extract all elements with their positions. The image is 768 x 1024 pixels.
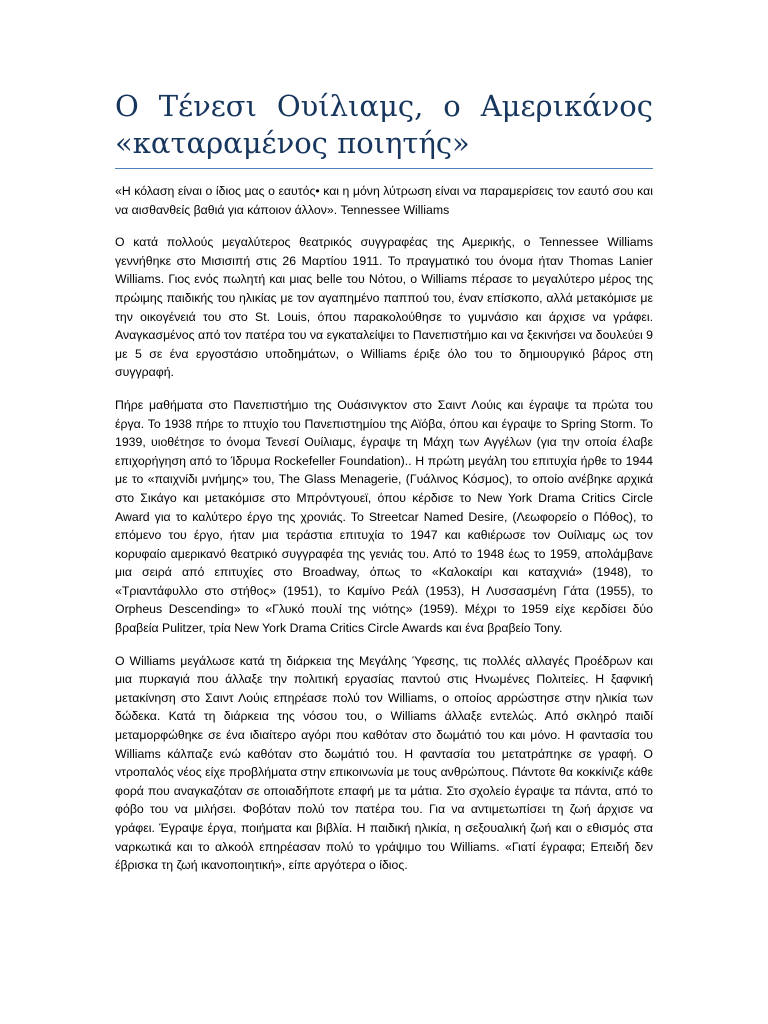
- document-body: [115, 182, 653, 889]
- title-underline-rule: [115, 168, 653, 169]
- epigraph-quote: «Η κόλαση είναι ο ίδιος μας ο εαυτός• και η μόνη λύτρωση είναι να παραμερίσεις τον εαυτό σου και να αισθανθείς βαθιά για κάποιον άλλον». Tennessee Williams: [115, 184, 653, 217]
- paragraph-career: Πήρε μαθήματα στο Πανεπιστήμιο της Ουάσινγκτον στο Σαιντ Λούις και έγραψε τα πρώτα του έργα. Το 1938 πήρε το πτυχίο του Πανεπιστημίου της Αϊόβα, όπου και έγραψε το Spring Storm. Το 1939, υιοθέτησε το όνομα Τενεσί Ουίλιαμς, έγραψε τη Μάχη των Αγγέλων (για την οποία έλαβε επιχορήγηση από το Ίδρυμα Rockefeller Foundation).. Η πρώτη μεγάλη του επιτυχία ήρθε το 1944 με το «παιχνίδι μνήμης» του, The Glass Menagerie, (Γυάλινος Κόσμος), το οποίο ανέβηκε αρχικά στο Σικάγο και μετακόμισε στο Μπρόντγουεϊ, όπου κέρδισε το New York Drama Critics Circle Award για το καλύτερο έργο της χρονιάς. Το Streetcar Named Desire, (Λεωφορείο ο Πόθος), το επόμενο του έργο, ήταν μια τεράστια επιτυχία το 1947 και καθιέρωσε τον Ουίλιαμς ως τον κορυφαίο αμερικανό θεατρικό συγγραφέα της γενιάς του. Από το 1948 έως το 1959, απολάμβανε μια σειρά από επιτυχίες στο Broadway, όπως το «Καλοκαίρι και καταχνιά» (1948), το «Τριαντάφυλλο στο στήθος» (1951), το Καμίνο Ρεάλ (1953), Η Λυσσασμένη Γάτα (1955), το Orpheus Descending» το «Γλυκό πουλί της νιότης» (1959). Μέχρι το 1959 είχε κερδίσει δύο βραβεία Pulitzer, τρία New York Drama Critics Circle Awards και ένα βραβείο Tony.: [115, 397, 653, 636]
- title-block: [115, 88, 653, 169]
- paragraph-biography-early-life: Ο κατά πολλούς μεγαλύτερος θεατρικός συγγραφέας της Αμερικής, ο Tennessee Williams γεννήθηκε στο Μισισιπή στις 26 Μαρτίου 1911. Το πραγματικό του όνομα ήταν Thomas Lanier Williams. Γιος ενός πωλητή και μιας belle του Νότου, ο Williams πέρασε το μεγαλύτερο μέρος της πρώιμης παιδικής του ηλικίας με τον αγαπημένο παππού του, έναν επίσκοπο, αλλά μετακόμισε με την οικογένειά του στο St. Louis, όπου παρακολούθησε το γυμνάσιο και άρχισε να γράφει. Αναγκασμένος από τον πατέρα του να εγκαταλείψει το Πανεπιστήμιο και να ξεκινήσει να δουλεύει 9 με 5 σε ένα εργοστάσιο υποδημάτων, ο Williams έριξε όλο του το δημιουργικό βάρος στη συγγραφή.: [115, 235, 653, 380]
- document-title: Ο Τένεσι Ουίλιαμς, ο Αμερικάνος «καταραμένος ποιητής»: [115, 89, 653, 160]
- paragraph-childhood: Ο Williams μεγάλωσε κατά τη διάρκεια της Μεγάλης Ύφεσης, τις πολλές αλλαγές Προέδρων και μια πυρκαγιά που άλλαξε την πολιτική εργασίας παντού στις Ηνωμένες Πολιτείες. Η ξαφνική μετακίνηση στο Σαιντ Λούις επηρέασε πολύ τον Williams, ο οποίος αρρώστησε στην ηλικία των δώδεκα. Κατά τη διάρκεια της νόσου του, ο Williams άλλαξε εντελώς. Από σκληρό παιδί μεταμορφώθηκε σε ένα ιδιαίτερο αγόρι που καθόταν στο δωμάτιό του και μόνο. Η φαντασία του Williams κάλπαζε ενώ καθόταν στο δωμάτιό του. Η φαντασία του μετατράπηκε σε γραφή. Ο ντροπαλός νέος είχε προβλήματα στην επικοινωνία με τους ανθρώπους. Πάντοτε θα κοκκίνιζε κάθε φορά που αναγκαζόταν σε οποιαδήποτε επαφή με τα μάτια. Στο σχολείο έγραψε τα πάντα, από το φόβο του να μιλήσει. Φοβόταν πολύ τον πατέρα του. Για να αντιμετωπίσει τη ζωή άρχισε να γράφει. Έγραψε έργα, ποιήματα και βιβλία. Η παιδική ηλικία, η σεξουαλική ζωή και ο εθισμός στα ναρκωτικά και το αλκοόλ επηρέασαν πολύ το γράψιμο του Williams. «Γιατί έγραφα; Επειδή δεν έβρισκα τη ζωή ικανοποιητική», είπε αργότερα ο ίδιος.: [115, 653, 653, 873]
